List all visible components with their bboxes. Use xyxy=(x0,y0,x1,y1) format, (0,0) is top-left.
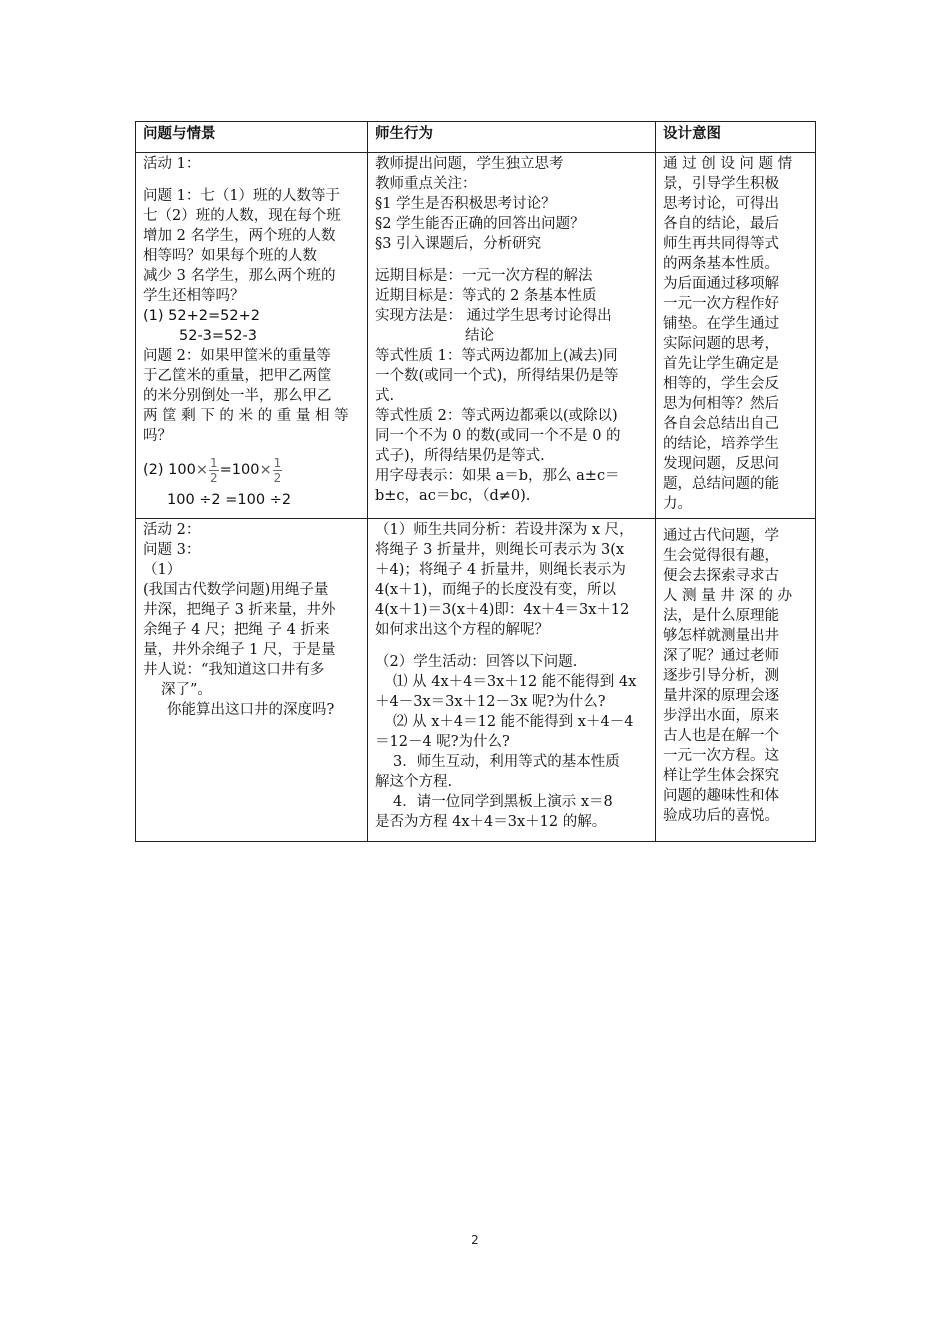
property-2-line: 式子)，所得结果仍是等式. xyxy=(375,448,545,464)
problem-3-line: 井人说：“我知道这口井有多 xyxy=(143,662,325,678)
intent-line: 便会去探索寻求古 xyxy=(663,568,779,584)
problem-2-line: 吗？ xyxy=(143,428,172,444)
equation-2b: 100 ÷2 =100 ÷2 xyxy=(167,492,292,508)
cell-activity-2-intent xyxy=(656,519,816,842)
intent-line: 为后面通过移项解 xyxy=(663,276,779,292)
analysis-line: 将绳子 3 折量井，则绳长可表示为 3(x xyxy=(375,542,625,558)
cell-activity-1-intent xyxy=(656,153,816,519)
activity-1-label: 活动 1： xyxy=(143,156,201,172)
problem-1-line: 相等吗？如果每个班的人数 xyxy=(143,248,317,264)
times-sign: × xyxy=(259,462,272,478)
intent-line: 够怎样就测量出井 xyxy=(663,628,779,644)
goal-line: 远期目标是：一元一次方程的解法 xyxy=(375,268,593,284)
equation-1b: 52-3=52-3 xyxy=(179,328,257,344)
problem-3-part: （1） xyxy=(143,562,182,578)
lesson-table xyxy=(135,121,816,842)
activity-2-label: 活动 2： xyxy=(143,522,201,538)
problem-2-line: 于乙筐米的重量，把甲乙两筐 xyxy=(143,368,332,384)
analysis-line: 如何求出这个方程的解呢？ xyxy=(375,622,549,638)
property-1-line: 一个数(或同一个式)，所得结果仍是等 xyxy=(375,368,619,384)
student-activity-line: ⑵ 从 x＋4＝12 能不能得到 x＋4－4 xyxy=(393,714,634,730)
cell-activity-2-problems xyxy=(136,519,368,842)
intent-line: 通 过 创 设 问 题 情 xyxy=(663,156,793,172)
intent-line: 一元一次方程作好 xyxy=(663,296,779,312)
intent-line: 的两条基本性质。 xyxy=(663,256,779,272)
demonstration-line: 是否为方程 4x＋4＝3x＋12 的解。 xyxy=(375,814,607,830)
table-row-activity-2 xyxy=(136,519,816,842)
intent-line: 古人也是在解一个 xyxy=(663,728,779,744)
header-teacher-student-actions: 师生行为 xyxy=(368,122,656,153)
analysis-line: 4(x＋1)，而绳子的长度没有变，所以 xyxy=(375,582,616,598)
intent-line: 法，是什么原理能 xyxy=(663,608,779,624)
equation-2a-prefix: (2) 100 xyxy=(143,462,196,478)
problem-1-line: 七（2）班的人数，现在每个班 xyxy=(143,208,341,224)
fraction-numerator: 1 xyxy=(209,455,218,470)
intent-line: 的结论，培养学生 xyxy=(663,436,779,452)
intent-line: 问题的趣味性和体 xyxy=(663,788,779,804)
intent-line: 力。 xyxy=(663,496,692,512)
analysis-line: （1）师生共同分析：若设井深为 x 尺， xyxy=(375,522,634,538)
table-row-activity-1 xyxy=(136,153,816,519)
problem-3-question: 你能算出这口井的深度吗? xyxy=(167,702,335,718)
intent-line: 逐步引导分析，测 xyxy=(663,668,779,684)
fraction-one-half xyxy=(209,456,219,485)
property-1-line: 等式性质 1：等式两边都加上(减去)同 xyxy=(375,348,618,364)
student-activity-line: ＝12－4 呢?为什么? xyxy=(375,734,510,750)
problem-2-line: 两 筐 剩 下 的 米 的 重 量 相 等 xyxy=(143,408,349,424)
intent-line: 思考讨论，可得出 xyxy=(663,196,779,212)
problem-1-line: 增加 2 名学生，两个班的人数 xyxy=(143,228,336,244)
intent-line: 师生再共同得等式 xyxy=(663,236,779,252)
intent-line: 题，总结问题的能 xyxy=(663,476,779,492)
cell-activity-2-actions xyxy=(368,519,656,842)
header-row xyxy=(136,122,816,153)
fraction-one-half xyxy=(273,456,283,485)
intent-line: 相等的，学生会反 xyxy=(663,376,779,392)
student-activity-line: （2）学生活动：回答以下问题. xyxy=(375,654,578,670)
problem-3-line: (我国古代数学问题)用绳子量 xyxy=(143,582,329,598)
student-activity-line: ＋4－3x＝3x＋12－3x 呢?为什么? xyxy=(375,694,606,710)
cell-activity-1-actions xyxy=(368,153,656,519)
intent-line: 首先让学生确定是 xyxy=(663,356,779,372)
fraction-denominator: 2 xyxy=(273,470,282,485)
fraction-numerator: 1 xyxy=(273,455,282,470)
interaction-line: 3．师生互动，利用等式的基本性质 xyxy=(393,754,620,770)
intent-line: 景，引导学生积极 xyxy=(663,176,779,192)
intent-line: 发现问题，反思问 xyxy=(663,456,779,472)
goal-line: 近期目标是：等式的 2 条基本性质 xyxy=(375,288,597,304)
cell-activity-1-problems xyxy=(136,153,368,519)
problem-2-line: 的米分别倒处一半，那么甲乙 xyxy=(143,388,332,404)
intent-line: 步浮出水面，原来 xyxy=(663,708,779,724)
intent-line: 生会觉得很有趣， xyxy=(663,548,779,564)
problem-2-line: 问题 2：如果甲筐米的重量等 xyxy=(143,348,331,364)
intent-line: 思为何相等？然后 xyxy=(663,396,779,412)
property-2-line: 同一个不为 0 的数(或同一个不是 0 的 xyxy=(375,428,621,444)
goal-line: 实现方法是： 通过学生思考讨论得出 xyxy=(375,308,612,324)
intent-line: 通过古代问题，学 xyxy=(663,528,779,544)
page-number: 2 xyxy=(471,1233,479,1247)
problem-1-line: 减少 3 名学生，那么两个班的 xyxy=(143,268,336,284)
fraction-denominator: 2 xyxy=(209,470,218,485)
interaction-line: 解这个方程. xyxy=(375,774,453,790)
problem-1-line: 问题 1：七（1）班的人数等于 xyxy=(143,188,341,204)
intent-line: 验成功后的喜悦。 xyxy=(663,808,779,824)
equation-2a-mid: =100 xyxy=(219,462,260,478)
action-line: 教师提出问题，学生独立思考 xyxy=(375,156,564,172)
intent-line: 一元一次方程。这 xyxy=(663,748,779,764)
analysis-line: ＋4)；将绳子 4 折量井，则绳长表示为 xyxy=(375,562,626,578)
analysis-line: 4(x＋1)＝3(x＋4)即：4x＋4＝3x＋12 xyxy=(375,602,630,618)
intent-line: 样让学生体会探究 xyxy=(663,768,779,784)
intent-line: 各自会总结出自己 xyxy=(663,416,779,432)
header-problem-scenario: 问题与情景 xyxy=(136,122,368,153)
intent-line: 铺垫。在学生通过 xyxy=(663,316,779,332)
problem-3-line: 井深，把绳子 3 折来量，井外 xyxy=(143,602,336,618)
intent-line: 量井深的原理会逐 xyxy=(663,688,779,704)
demonstration-line: 4．请一位同学到黑板上演示 x＝8 xyxy=(393,794,613,810)
problem-1-line: 学生还相等吗？ xyxy=(143,288,245,304)
goal-conclusion: 结论 xyxy=(465,328,494,344)
equation-2a xyxy=(143,450,360,490)
property-1-line: 式. xyxy=(375,388,395,404)
action-line: §2 学生能否正确的回答出问题？ xyxy=(375,216,585,232)
problem-3-line: 余绳子 4 尺；把绳 子 4 折来 xyxy=(143,622,330,638)
problem-3-label: 问题 3： xyxy=(143,542,201,558)
student-activity-line: ⑴ 从 4x＋4＝3x＋12 能不能得到 4x xyxy=(393,674,637,690)
intent-line: 实际问题的思考， xyxy=(663,336,779,352)
problem-3-line: 量，井外余绳子 1 尺，于是量 xyxy=(143,642,336,658)
intent-line: 人 测 量 井 深 的 办 xyxy=(663,588,793,604)
intent-line: 各自的结论，最后 xyxy=(663,216,779,232)
letter-notation-line: 用字母表示：如果 a＝b，那么 a±c＝ xyxy=(375,468,620,484)
intent-line: 深了呢？通过老师 xyxy=(663,648,779,664)
action-line: 教师重点关注： xyxy=(375,176,477,192)
property-2-line: 等式性质 2：等式两边都乘以(或除以) xyxy=(375,408,618,424)
equation-1a: (1) 52+2=52+2 xyxy=(143,308,260,324)
problem-3-line: 深了”。 xyxy=(161,682,212,698)
action-line: §1 学生是否积极思考讨论？ xyxy=(375,196,556,212)
times-sign: × xyxy=(195,462,208,478)
action-line: §3 引入课题后，分析研究 xyxy=(375,236,542,252)
header-design-intent: 设计意图 xyxy=(656,122,816,153)
letter-notation-line: b±c，ac＝bc，（d≠0). xyxy=(375,488,531,504)
